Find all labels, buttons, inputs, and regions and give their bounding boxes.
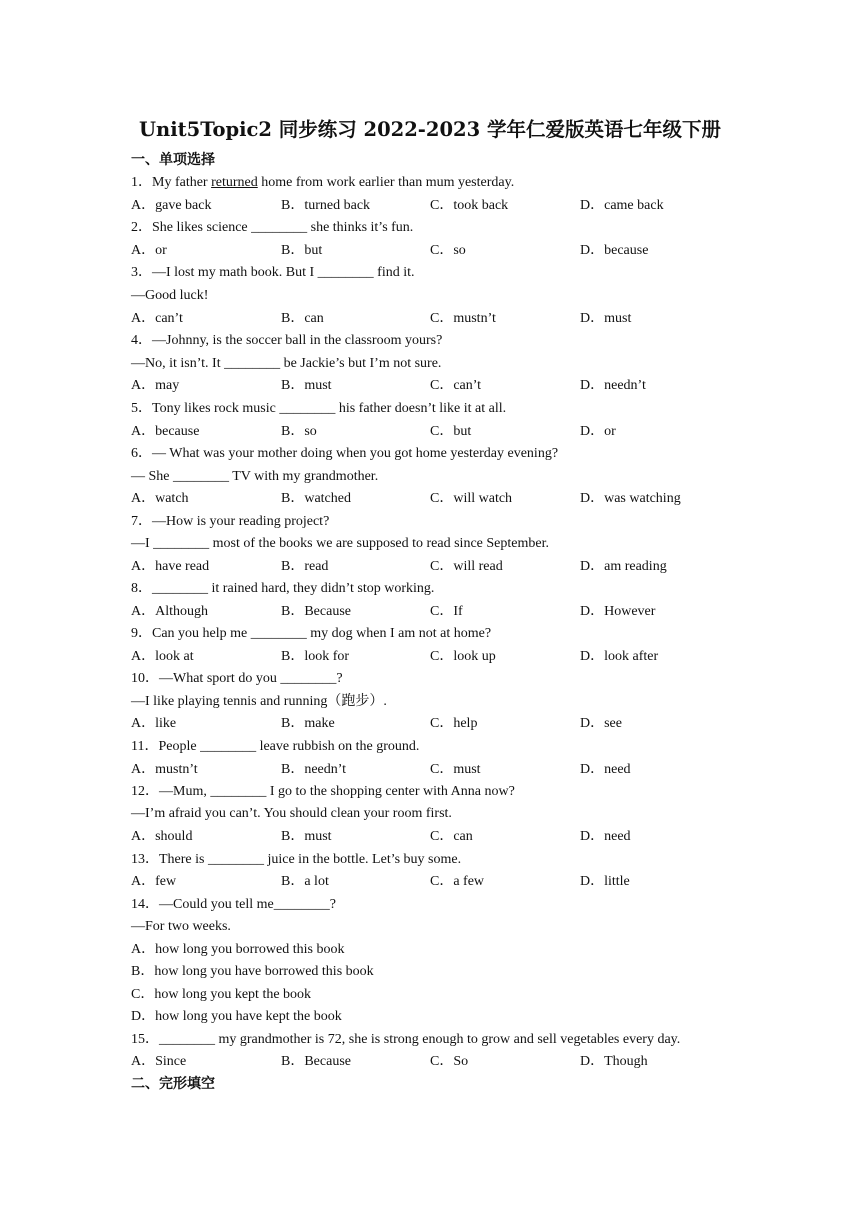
question-10-option-a: A．like (131, 716, 177, 731)
question-15-option-b: B．Because (281, 1054, 351, 1069)
question-5-option-b: B．so (281, 424, 317, 439)
question-6-option-a: A．watch (131, 491, 189, 506)
question-13-option-b: B．a lot (281, 874, 329, 889)
question-8-option-b: B．Because (281, 604, 351, 619)
question-4-stem: 4．—Johnny, is the soccer ball in the classroom yours? (131, 333, 443, 348)
question-11-stem: 11．People ________ leave rubbish on the ground. (131, 739, 420, 754)
question-11-option-d: D．need (580, 762, 631, 777)
question-3-option-c: C．mustn’t (430, 311, 496, 326)
question-6-reply: — She ________ TV with my grandmother. (131, 469, 379, 484)
question-10-stem: 10．—What sport do you ________? (131, 671, 343, 686)
question-9-option-d: D．look after (580, 649, 659, 664)
question-14-option-a: A．how long you borrowed this book (131, 942, 345, 957)
question-14-option-b: B．how long you have borrowed this book (131, 964, 374, 979)
question-7-option-a: A．have read (131, 559, 210, 574)
question-13-stem: 13．There is ________ juice in the bottle. Let’s buy some. (131, 852, 462, 867)
question-10-option-b: B．make (281, 716, 335, 731)
question-4-option-a: A．may (131, 378, 180, 393)
section-heading-single-choice: 一、单项选择 (131, 152, 215, 168)
question-14-reply: —For two weeks. (131, 919, 231, 934)
question-6-option-c: C．will watch (430, 491, 513, 506)
question-5-option-a: A．because (131, 424, 200, 439)
question-13-option-a: A．few (131, 874, 177, 889)
question-5-stem: 5．Tony likes rock music ________ his father doesn’t like it at all. (131, 401, 507, 416)
question-9-stem: 9．Can you help me ________ my dog when I am not at home? (131, 626, 492, 641)
question-12-option-a: A．should (131, 829, 193, 844)
question-14-option-d: D．how long you have kept the book (131, 1009, 342, 1024)
question-1-option-c: C．took back (430, 198, 509, 213)
section-heading-cloze: 二、完形填空 (131, 1076, 215, 1092)
question-2-option-a: A．or (131, 243, 167, 258)
question-12-reply: —I’m afraid you can’t. You should clean your room first. (131, 806, 452, 821)
question-15-option-a: A．Since (131, 1054, 187, 1069)
question-2-option-c: C．so (430, 243, 466, 258)
question-12-option-c: C．can (430, 829, 473, 844)
question-4-option-b: B．must (281, 378, 332, 393)
question-15-stem: 15．________ my grandmother is 72, she is strong enough to grow and sell vegetables every day. (131, 1032, 681, 1047)
question-3-option-b: B．can (281, 311, 324, 326)
question-14-option-c: C．how long you kept the book (131, 987, 312, 1002)
question-8-option-a: A．Although (131, 604, 208, 619)
question-1-option-a: A．gave back (131, 198, 212, 213)
question-8-option-c: C．If (430, 604, 463, 619)
question-4-option-c: C．can’t (430, 378, 482, 393)
question-12-stem: 12．—Mum, ________ I go to the shopping center with Anna now? (131, 784, 515, 799)
question-6-stem: 6．— What was your mother doing when you got home yesterday evening? (131, 446, 559, 461)
question-6-option-d: D．was watching (580, 491, 681, 506)
question-1-option-d: D．came back (580, 198, 664, 213)
question-5-option-c: C．but (430, 424, 472, 439)
question-7-stem: 7．—How is your reading project? (131, 514, 330, 529)
question-9-option-c: C．look up (430, 649, 496, 664)
question-10-option-d: D．see (580, 716, 622, 731)
question-1-option-b: B．turned back (281, 198, 371, 213)
question-2-stem: 2．She likes science ________ she thinks it’s fun. (131, 220, 414, 235)
question-2-option-b: B．but (281, 243, 323, 258)
question-11-option-c: C．must (430, 762, 481, 777)
question-15-option-d: D．Though (580, 1054, 648, 1069)
question-7-option-c: C．will read (430, 559, 503, 574)
question-3-reply: —Good luck! (131, 288, 209, 303)
question-5-option-d: D．or (580, 424, 616, 439)
question-11-option-b: B．needn’t (281, 762, 347, 777)
question-4-reply: —No, it isn’t. It ________ be Jackie’s but I’m not sure. (131, 356, 442, 371)
question-9-option-a: A．look at (131, 649, 194, 664)
question-13-option-d: D．little (580, 874, 630, 889)
question-3-stem: 3．—I lost my math book. But I ________ find it. (131, 265, 415, 280)
question-3-option-a: A．can’t (131, 311, 183, 326)
question-6-option-b: B．watched (281, 491, 351, 506)
question-1-text-before: 1．My father (131, 175, 212, 190)
question-9-option-b: B．look for (281, 649, 350, 664)
page-title: Unit5Topic2 同步练习 2022-2023 学年仁爱版英语七年级下册 (139, 118, 721, 141)
question-8-option-d: D．However (580, 604, 656, 619)
question-13-option-c: C．a few (430, 874, 485, 889)
question-7-reply: —I ________ most of the books we are supposed to read since September. (131, 536, 549, 551)
question-7-option-d: D．am reading (580, 559, 667, 574)
question-12-option-d: D．need (580, 829, 631, 844)
question-7-option-b: B．read (281, 559, 329, 574)
question-1-stem (131, 174, 514, 192)
question-2-option-d: D．because (580, 243, 649, 258)
question-14-stem: 14．—Could you tell me________? (131, 897, 336, 912)
question-15-option-c: C．So (430, 1054, 469, 1069)
question-1-text-after: home from work earlier than mum yesterday. (257, 175, 515, 190)
question-3-option-d: D．must (580, 311, 632, 326)
underlined-word: returned (211, 175, 258, 190)
question-10-option-c: C．help (430, 716, 478, 731)
question-8-stem: 8．________ it rained hard, they didn’t stop working. (131, 581, 435, 596)
question-10-reply: —I like playing tennis and running（跑步）. (131, 694, 387, 709)
question-4-option-d: D．needn’t (580, 378, 646, 393)
question-12-option-b: B．must (281, 829, 332, 844)
question-11-option-a: A．mustn’t (131, 762, 198, 777)
